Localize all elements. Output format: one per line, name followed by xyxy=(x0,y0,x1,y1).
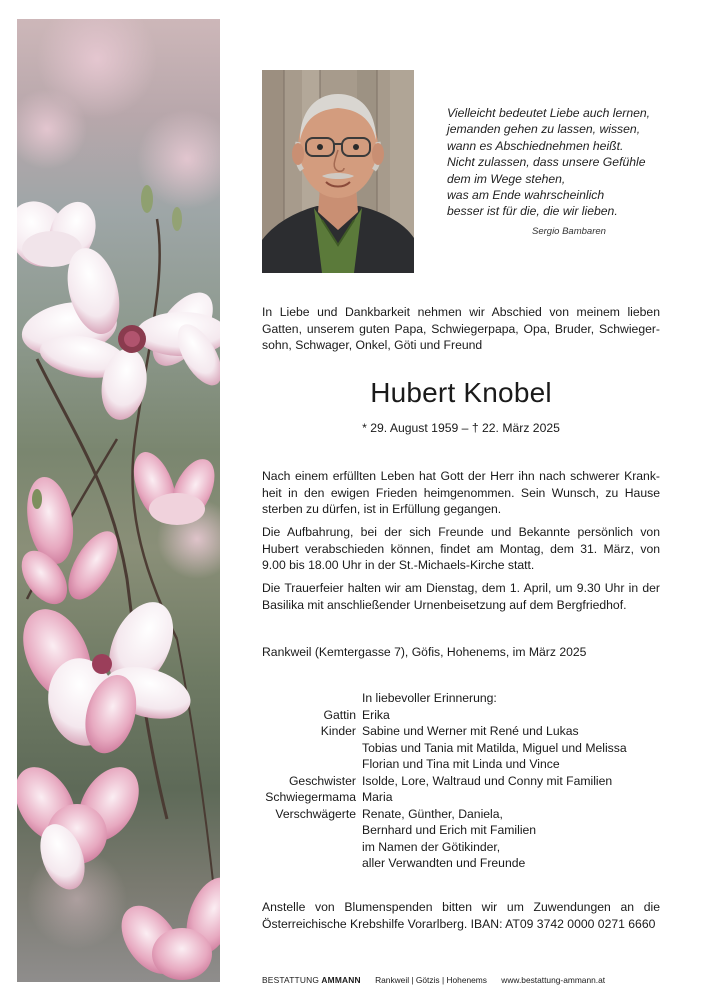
quote-text xyxy=(447,105,667,220)
footer-brand-bold: AMMANN xyxy=(321,975,361,985)
paragraph-line: heit in den ewigen Frieden heimgenommen. Sein Wunsch, zu Hause xyxy=(262,485,660,500)
paragraph-line: sterben zu dürfen, ist in Erfüllung gegangen. xyxy=(262,502,502,516)
family-members: Renate, Günther, Daniela, xyxy=(362,806,503,821)
paragraph-line: Die Trauerfeier halten wir am Dienstag, dem 1. April, um 9.30 Uhr in der xyxy=(262,581,660,595)
quote-line: besser ist für die, die wir lieben. xyxy=(447,204,618,219)
quote-author: Sergio Bambaren xyxy=(532,226,606,237)
family-row xyxy=(262,756,662,773)
family-row xyxy=(262,822,662,839)
magnolia-illustration xyxy=(17,19,220,982)
paragraph-line: Nach einem erfüllten Leben hat Gott der Herr ihn nach schwerer Krank- xyxy=(262,469,660,483)
family-row xyxy=(262,740,662,757)
family-role: Verschwägerte xyxy=(275,806,356,821)
family-heading-row xyxy=(262,690,662,707)
family-members: Erika xyxy=(362,707,390,722)
family-row xyxy=(262,707,662,724)
family-list xyxy=(262,690,662,872)
paragraph-viewing xyxy=(262,524,660,574)
family-heading: In liebevoller Erinnerung: xyxy=(362,691,497,705)
family-members: Florian und Tina mit Linda und Vince xyxy=(362,757,560,771)
quote-line: jemanden gehen zu lassen, wissen, xyxy=(447,122,641,137)
family-role: Gattin xyxy=(323,707,356,722)
family-row xyxy=(262,723,662,740)
place-line: Rankweil (Kemtergasse 7), Göfis, Hohenems, im März 2025 xyxy=(262,645,587,659)
footer-website[interactable]: www.bestattung-ammann.at xyxy=(501,975,606,985)
intro-line: Gatten, unserem guten Papa, Schwiegerpapa, Opa, Bruder, Schwieger- xyxy=(262,321,660,336)
life-dates: * 29. August 1959 – † 22. März 2025 xyxy=(362,421,560,435)
footer-locations: Rankweil | Götzis | Hohenems xyxy=(375,975,487,985)
quote-line: Nicht zulassen, dass unsere Gefühle xyxy=(447,155,646,170)
family-role xyxy=(262,756,362,773)
family-row xyxy=(262,839,662,856)
family-row xyxy=(262,773,662,790)
family-members: Isolde, Lore, Waltraud und Conny mit Familien xyxy=(362,773,613,788)
family-role: Schwiegermama xyxy=(265,790,356,804)
footer-brand-light: BESTATTUNG xyxy=(262,975,320,985)
intro-line: sohn, Schwager, Onkel, Göti und Freund xyxy=(262,338,483,352)
family-members: Sabine und Werner mit René und Lukas xyxy=(362,724,579,738)
family-members: aller Verwandten und Freunde xyxy=(362,856,526,870)
family-members: Bernhard und Erich mit Familien xyxy=(362,823,537,837)
quote-line: Vielleicht bedeutet Liebe auch lernen, xyxy=(447,106,651,120)
family-members: Maria xyxy=(362,790,393,804)
family-role: Geschwister xyxy=(288,773,356,788)
paragraph-passing xyxy=(262,468,660,518)
quote-line: dem im Wege stehen, xyxy=(447,171,566,186)
intro-paragraph xyxy=(262,304,660,354)
paragraph-line: 9.00 bis 18.00 Uhr in der St.-Michaels-Kirche statt. xyxy=(262,558,535,572)
portrait-illustration xyxy=(262,70,414,273)
family-row xyxy=(262,806,662,823)
family-role xyxy=(262,855,362,872)
donation-line: Anstelle von Blumenspenden bitten wir um Zuwendungen an die xyxy=(262,900,660,914)
family-role xyxy=(262,822,362,839)
donation-request xyxy=(262,899,660,932)
family-row xyxy=(262,855,662,872)
family-role xyxy=(262,839,362,856)
donation-line: Österreichische Krebshilfe Vorarlberg. IBAN: AT09 3742 0000 0271 6660 xyxy=(262,916,656,931)
family-role xyxy=(262,740,362,757)
paragraph-line: Hubert verabschieden können, findet am Montag, dem 31. März, von xyxy=(262,541,660,556)
quote-line: wann es Abschiednehmen heißt. xyxy=(447,138,624,153)
quote-line: was am Ende wahrscheinlich xyxy=(447,188,605,203)
intro-line: In Liebe und Dankbarkeit nehmen wir Abschied von meinem lieben xyxy=(262,305,660,319)
family-role: Kinder xyxy=(320,724,356,738)
place-and-date xyxy=(262,644,660,661)
family-members: im Namen der Götikinder, xyxy=(362,839,501,854)
family-row xyxy=(262,789,662,806)
family-members: Tobias und Tania mit Matilda, Miguel und Melissa xyxy=(362,740,627,755)
paragraph-funeral xyxy=(262,580,660,613)
portrait-photo xyxy=(262,70,414,273)
deceased-name: Hubert Knobel xyxy=(370,377,552,408)
paragraph-line: Basilika mit anschließender Urnenbeisetzung auf dem Bergfriedhof. xyxy=(262,597,627,612)
magnolia-image-strip xyxy=(17,19,220,982)
footer xyxy=(262,975,662,985)
paragraph-line: Die Aufbahrung, bei der sich Freunde und Bekannte persönlich von xyxy=(262,525,660,539)
